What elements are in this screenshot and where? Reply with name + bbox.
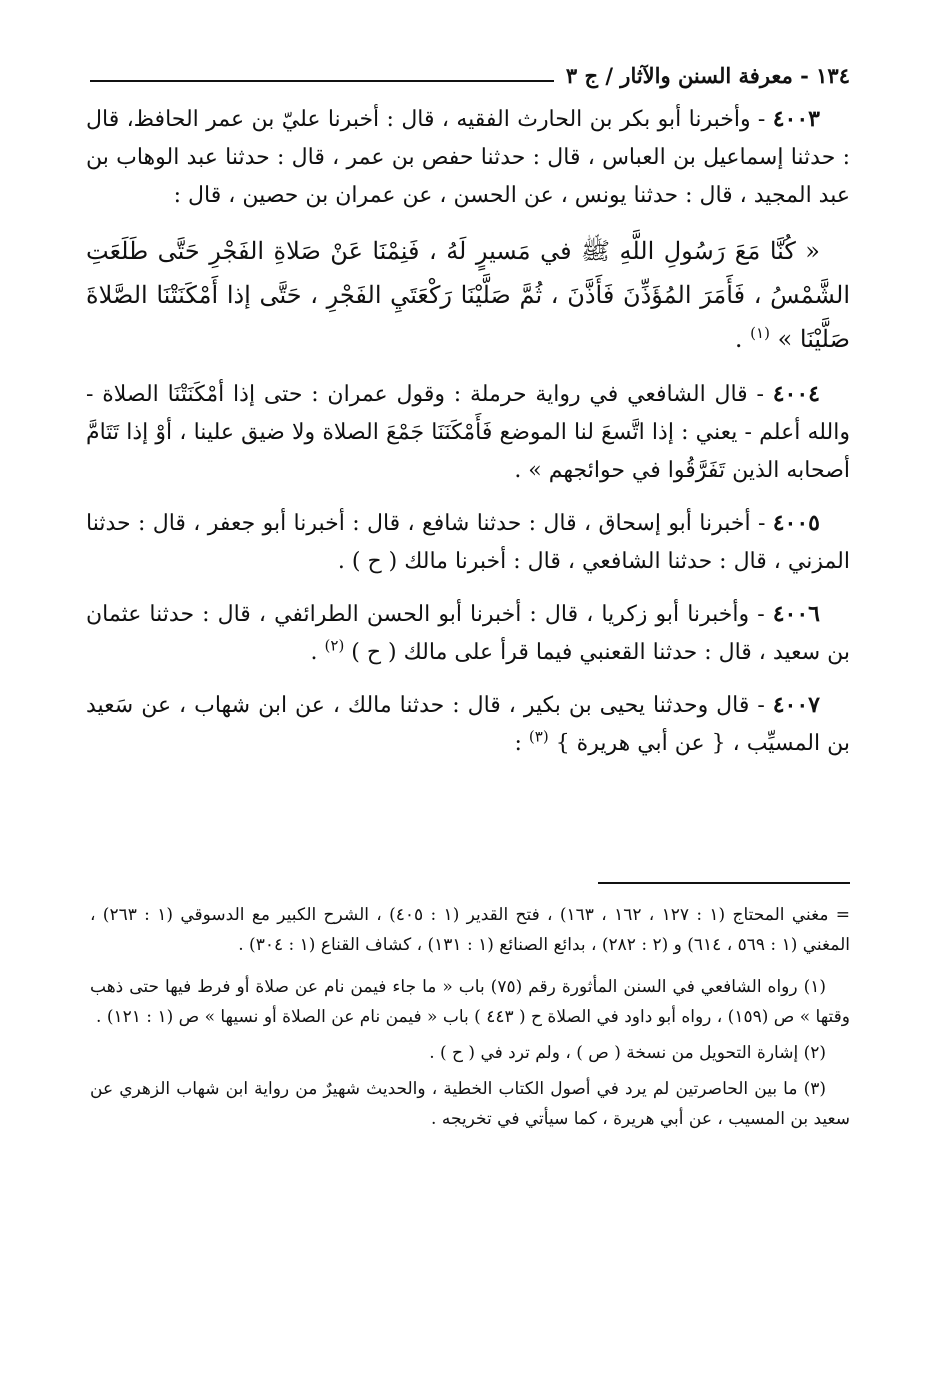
header-rule: [90, 80, 554, 82]
hadith-paragraph-4007: [86, 686, 850, 763]
quote-end: .: [734, 325, 751, 353]
footnote-3: (٣) ما بين الحاصرتين لم يرد في أصول الكتاب الخطية ، والحديث شهيرٌ من رواية ابن شهاب الزهري عن سعيد بن المسيب ، عن أبي هريرة ، كما سيأتي في تخريجه .: [90, 1079, 850, 1129]
hadith-number: ٤٠٠٤: [772, 381, 820, 407]
footnote-1: (١) رواه الشافعي في السنن المأثورة رقم (٧٥) باب « ما جاء فيمن نام عن صلاة أو فرط فيها حتى ذهب وقتها » ص (١٥٩) ، رواه أبو داود في الصلاة ح ( ٤٤٣ ) باب « فيمن نام عن الصلاة أو نسيها » ص (١ : ١٢١) .: [90, 977, 850, 1027]
footnote-separator: [598, 882, 850, 884]
quote-text: « كُنَّا مَعَ رَسُولِ اللَّهِ ﷺ في مَسيرٍ لَهُ ، فَنِمْنَا عَنْ صَلاةِ الفَجْرِ حَتَّى طَلَعَتِ الشَّمْسُ ، فَأَمَرَ المُؤَذِّنَ فَأَذَّنَ ، ثُمَّ صَلَّيْنَا رَكْعَتَيِ الفَجْرِ ، حَتَّى إذا أَمْكَنَتْنَا الصَّلاةَ صَلَّيْنَا »: [86, 237, 850, 353]
hadith-text: - وأخبرنا أبو بكر بن الحارث الفقيه ، قال : أخبرنا عليّ بن عمر الحافظ، قال : حدثنا إسماعيل بن العباس ، قال : حدثنا حفص بن عمر ، قال : حدثنا عبد الوهاب بن عبد المجيد ، قال : حدثنا يونس ، عن الحسن ، عن عمران بن حصين ، قال :: [86, 107, 850, 208]
page-header: [90, 44, 850, 88]
main-text: [86, 100, 850, 777]
hadith-number: ٤٠٠٦: [772, 601, 820, 627]
running-head: ١٣٤ - معرفة السنن والآثار / ج ٣: [565, 63, 850, 88]
hadith-text: - أخبرنا أبو إسحاق ، قال : حدثنا شافع ، قال : أخبرنا أبو جعفر ، قال : حدثنا المزني ، قال : حدثنا الشافعي ، قال : أخبرنا مالك ( ح ) .: [86, 511, 850, 574]
hadith-paragraph-4006: [86, 595, 850, 672]
hadith-number: ٤٠٠٧: [772, 692, 820, 718]
hadith-text: - قال وحدثنا يحيى بن بكير ، قال : حدثنا مالك ، عن ابن شهاب ، عن سَعيد بن المسيِّب ، { عن أبي هريرة }: [86, 693, 850, 756]
footnote-ref-2: (٢): [324, 636, 345, 655]
hadith-paragraph-4004: [86, 375, 850, 490]
hadith-number: ٤٠٠٥: [772, 510, 820, 536]
footnotes: [90, 900, 850, 1140]
paragraph-end: :: [514, 731, 529, 756]
footnote-continuation: = مغني المحتاج (١ : ١٢٧ ، ١٦٢ ، ١٦٣) ، فتح القدير (١ : ٤٠٥) ، الشرح الكبير مع الدسوقي (١ : ٢٦٣) ، المغني (١ : ٥٦٩ ، ٦١٤) و (٢ : ٢٨٢) ، بدائع الصنائع (١ : ١٣١) ، كشاف القناع (١ : ٣٠٤) .: [90, 905, 850, 955]
hadith-paragraph-4003: [86, 100, 850, 215]
footnote-ref-3: (٣): [528, 727, 549, 746]
paragraph-end: .: [310, 640, 325, 665]
hadith-quote: [86, 229, 850, 361]
footnote-ref-1: (١): [750, 324, 770, 342]
hadith-number: ٤٠٠٣: [772, 106, 820, 132]
hadith-text: - قال الشافعي في رواية حرملة : وقول عمران : حتى إذا أمْكَنَتْنَا الصلاة - والله أعلم - يعني : إذا اتَّسعَ لنا الموضع فَأَمْكَنَنَا جَمْعَ الصلاة ولا ضيق علينا ، أوْ إذا تَتَامَّ أصحابه الذين تَفَرَّقُوا في حوائجهم » .: [86, 382, 850, 483]
hadith-text: - وأخبرنا أبو زكريا ، قال : أخبرنا أبو الحسن الطرائفي ، قال : حدثنا عثمان بن سعيد ، قال : حدثنا القعنبي فيما قرأ على مالك ( ح ): [86, 602, 850, 665]
footnote-2: (٢) إشارة التحويل من نسخة ( ص ) ، ولم ترد في ( ح ) .: [429, 1043, 826, 1063]
hadith-paragraph-4005: [86, 504, 850, 581]
